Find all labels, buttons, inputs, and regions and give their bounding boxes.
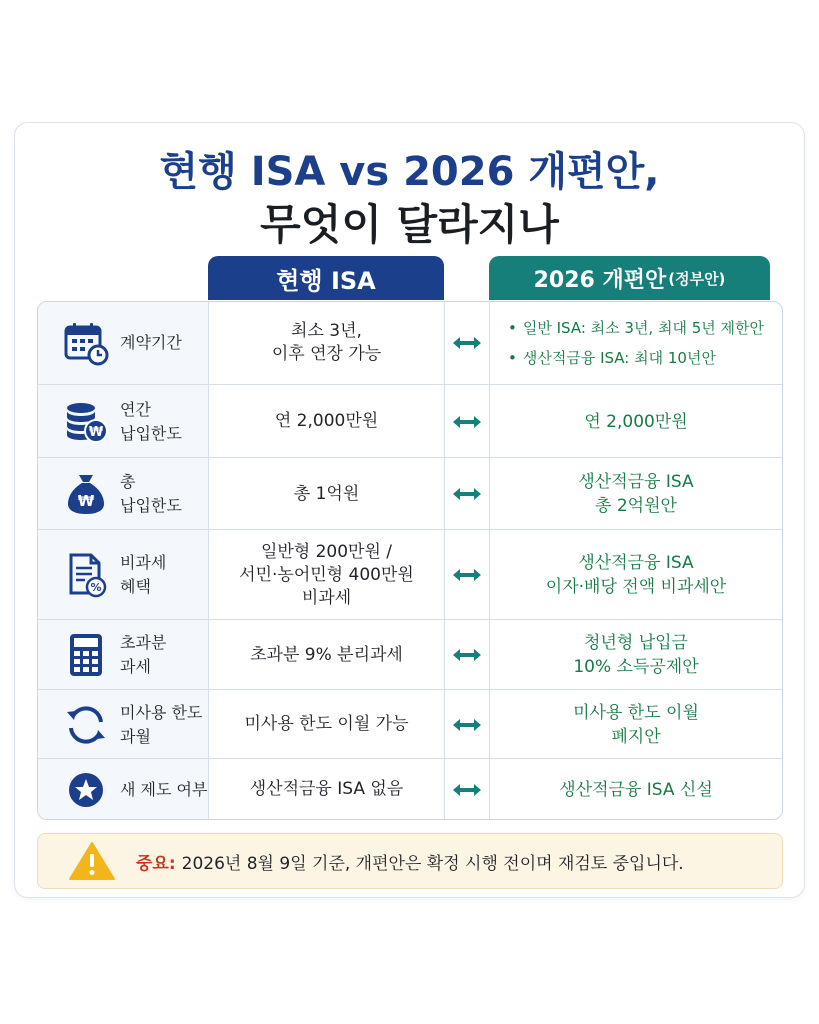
new-value [490,759,782,820]
new-value-text: 연 2,000만원 [584,411,688,432]
column-header-new-sublabel: (정부안) [668,269,726,288]
title-line-2: 무엇이 달라지나 [260,200,559,249]
bullet-item: • 일반 ISA: 최소 3년, 최대 5년 제한안 [508,313,764,343]
double-arrow-icon [452,336,482,350]
svg-text:₩: ₩ [88,424,104,440]
new-value-bullets [508,313,764,373]
current-value-text: 생산적금융 ISA 없음 [249,779,404,799]
table-row [38,457,782,530]
table-row [38,689,782,759]
current-value [209,620,445,690]
row-label: 새 제도 여부 [120,779,208,799]
row-header [38,385,209,458]
document-percent-icon [60,549,112,601]
double-arrow-icon [452,568,482,582]
current-value [209,530,445,620]
compare-arrow [445,458,490,530]
new-value-text: 생산적금융 ISA 이자·배당 전액 비과세안 [545,553,727,597]
row-header [38,759,209,820]
current-value [209,690,445,759]
new-value [490,530,782,620]
compare-arrow [445,759,490,820]
row-label: 비과세 혜택 [120,553,167,596]
new-value [490,620,782,690]
bullet-item: • 생산적금융 ISA: 최대 10년안 [508,343,764,373]
table-row [38,529,782,620]
current-value-text: 최소 3년, 이후 연장 가능 [271,321,382,364]
column-header-current-label: 현행 ISA [276,266,376,295]
new-value [490,458,782,530]
new-value [490,690,782,759]
current-value [209,759,445,820]
double-arrow-icon [452,487,482,501]
svg-text:%: % [90,581,102,594]
double-arrow-icon [452,783,482,797]
current-value-text: 연 2,000만원 [274,411,379,431]
important-notice [37,833,783,889]
notice-message: 2026년 8월 9일 기준, 개편안은 확정 시행 전이며 재검토 중입니다. [181,853,684,874]
star-badge-icon [60,764,112,816]
compare-arrow [445,302,490,384]
row-label: 연간 납입한도 [120,399,182,443]
row-label: 총 납입한도 [120,472,182,515]
new-value-text: 생산적금융 ISA 신설 [559,779,713,800]
current-value [209,385,445,458]
money-bag-icon [60,468,112,520]
row-label: 미사용 한도 과월 [120,702,203,746]
double-arrow-icon [452,415,482,429]
current-value-text: 초과분 9% 분리과세 [250,644,403,665]
current-value [209,302,445,384]
notice-key: 중요: [136,853,176,874]
compare-arrow [445,385,490,458]
comparison-table [37,301,783,820]
svg-text:₩: ₩ [77,492,95,510]
calculator-icon [60,629,112,681]
table-row [38,302,782,384]
title-line-1: 현행 ISA vs 2026 개편안, [159,149,660,195]
row-label: 계약기간 [120,333,182,352]
new-value [490,302,782,384]
row-header [38,620,209,690]
row-label: 초과분 과세 [120,633,167,676]
calendar-clock-icon [60,317,112,369]
current-value-text: 미사용 한도 이월 가능 [244,714,409,734]
refresh-icon [60,699,112,751]
column-header-new-label: 2026 개편안 [533,267,667,293]
new-value-text: 청년형 납입금 10% 소득공제안 [573,633,699,677]
new-value-text: 미사용 한도 이월 폐지안 [573,702,699,747]
current-value-text: 일반형 200만원 / 서민·농어민형 400만원 비과세 [239,541,414,608]
column-header-new [489,256,770,300]
current-value [209,458,445,530]
table-row [38,758,782,820]
compare-arrow [445,690,490,759]
row-header [38,458,209,530]
double-arrow-icon [452,648,482,662]
compare-arrow [445,530,490,620]
compare-arrow [445,620,490,690]
row-header [38,302,209,384]
row-header [38,530,209,620]
table-row [38,619,782,690]
new-value [490,385,782,458]
double-arrow-icon [452,718,482,732]
row-header [38,690,209,759]
column-header-current [208,256,444,300]
coin-stack-icon [60,396,112,448]
current-value-text: 총 1억원 [293,483,360,504]
new-value-text: 생산적금융 ISA 총 2억원안 [578,472,694,516]
table-row [38,384,782,458]
warning-icon [68,841,116,881]
